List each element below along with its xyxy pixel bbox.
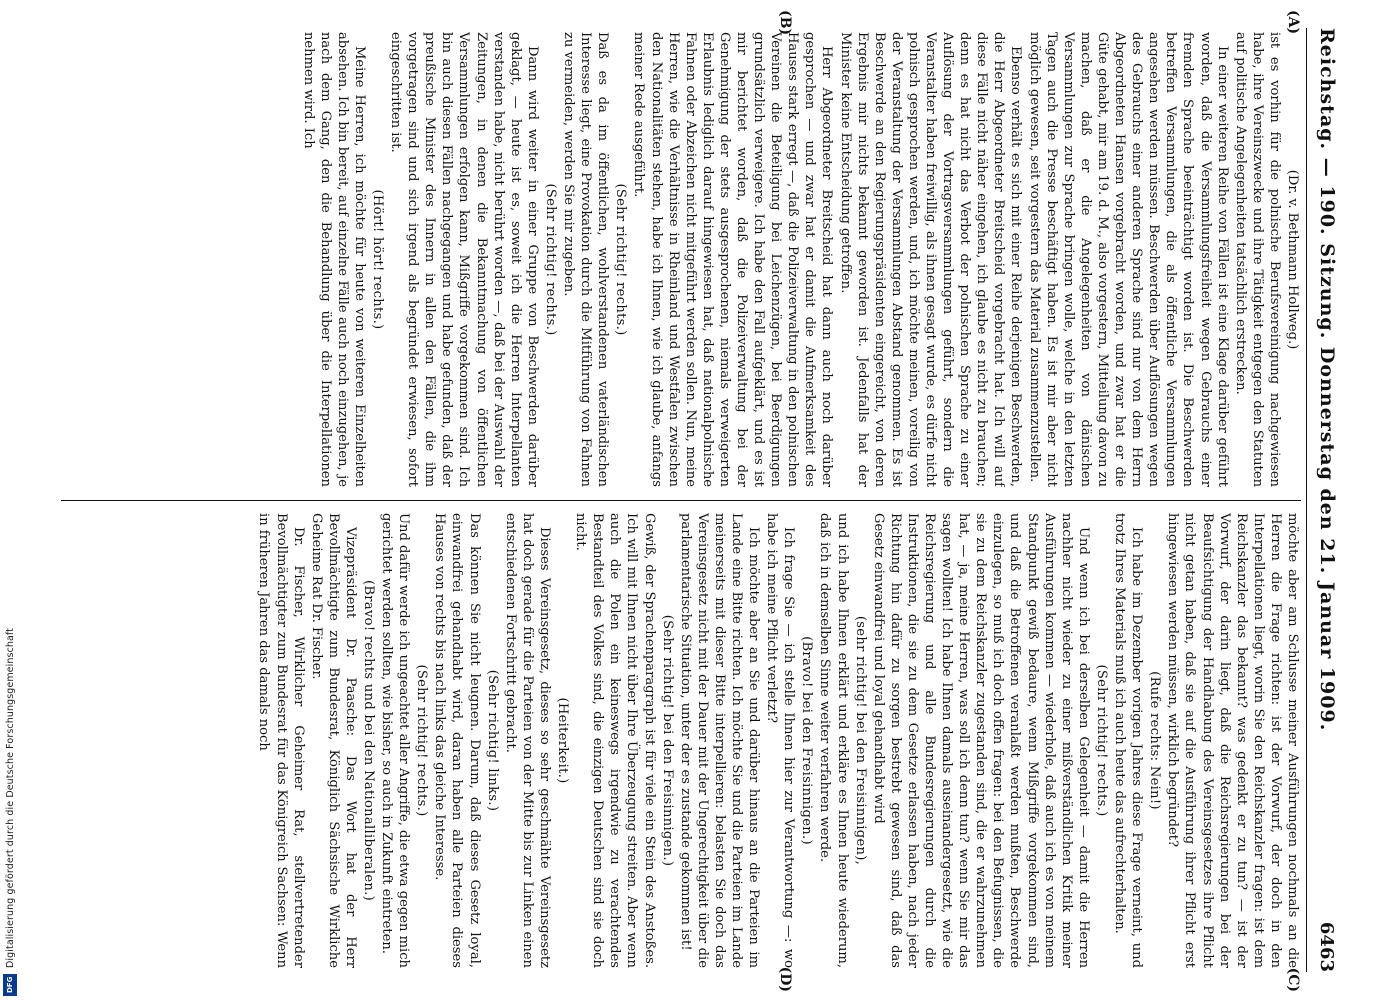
paragraph: Dieses Vereinsgesetz, dieses so sehr geschmähte Vereinsgesetz hat doch gerade für die Parteien von der Mitte bis zur Linken einen entschiedenen Fortschritt gebracht. [502,513,552,968]
dfg-logo: DFG [3,974,17,996]
newspaper-page [53,10,1353,990]
paragraph: Ich möchte aber an Sie und darüber hinaus an die Parteien im Lande eine Bitte richten. Ich möchte Sie und die Parteien im Lande meinerseits mit dieser Bitte interpellieren: belasten Sie doch das Vereinsgesetz nicht mit der Dauer mit der Ungerechtigkeit über die parlamentarische Situation, unter der es zustande gekommen ist! [677,513,761,968]
page-header [1306,28,1347,972]
interjection: (Sehr richtig! bei den Freisinnigen.) [659,614,675,867]
paragraph: Ich habe im Dezember vorigen Jahres diese Frage verneint, und trotz Ihres Materials muß ich auch heute das aufrechterhalten. [1111,513,1144,968]
interjection: (Hört! hört! rechts.) [369,189,385,330]
digitization-credit: Digitalisierung gefördert durch die Deutsche Forschungsgemeinschaft [4,628,16,968]
interjection: (Sehr richtig! rechts.) [612,183,628,336]
margin-marker-b: (B) [776,10,793,36]
paragraph: Ebenso verhält es sich mit einer Reihe derjenigen Beschwerden, die Herr Abgeordneter Breitscheid vorgebracht hat. Ich will auf diese Fälle nicht näher eingehen, ich glaube es nicht zu brauchen; denn es hat nicht das Verbot der polnischen Sprache zu einer Auflösung der Vortragsversammlungen geführt, sondern die Veranstalter haben freiwillig, als ihnen gesagt wurde, es dürfe nicht polnisch gesprochen werden, und, ich möchte meinen, voreilig von der Veranstaltung der Versammlungen Abstand genommen. Es ist Beschwerde an den Regierungspräsidenten eingereicht, von deren Ergebnis mir nichts bekannt geworden ist. Jedenfalls hat der Minister keine Entscheidung getroffen. [837,32,1023,487]
interjection: (Sehr richtig! rechts.) [413,664,429,817]
interjection: (Sehr richtig! rechts.) [542,183,558,336]
paragraph: (Dr. v. Bethmann Hollweg.) [1284,169,1300,350]
interjection: (Heiterkeit.) [554,697,570,784]
paragraph: ist es vorhin für die polnische Berufsvereinigung nachgewiesen habe, ihre Vereinszwecke und ihre Tätigkeit entgegen den Statuten auf politische Angelegenheiten tatsächlich erstrecken. [1232,32,1282,487]
right-text-column [61,513,1301,968]
paragraph: Daß es da im öffentlichen, wohlverstandenen vaterländischen Interesse liegt, eine Provokation durch die Mitführung von Fahnen zu vermeiden, werden Sie mir zugeben. [560,32,610,487]
scan-strip [0,0,20,1000]
interjection: (Bravo! rechts und bei den Nationalliberalen.) [360,579,376,902]
paragraph: Ich frage Sie — ich stelle Ihnen hier zur Verantwortung —: wo habe ich meine Pflicht verletzt? [763,513,796,968]
paragraph: Gewiß, der Sprachenparagraph ist für viele ein Stein des Anstoßes. Ich will mit Ihnen nicht über Ihre Überzeugung streiten. Aber wenn auch die Polen ein keineswegs irgendwie zu verachtendes Bestandteil des Volkes sind, die einzigen Deutschen sind sie doch nicht. [572,513,657,968]
interjection: (sehr richtig! bei den Freisinnigen), [852,615,868,866]
margin-marker-c: (C) [1284,967,1301,992]
paragraph: In einer weiteren Reihe von Fällen ist eine Klage darüber geführt worden, daß die Versammlungsfreiheit wegen Gebrauchs einer fremden Sprache beeinträchtigt worden ist. Die Beschwerden betreffen Versammlungen, die als öffentliche Versammlungen angesehen werden müssen. Beschwerden über Auflösungen wegen des Gebrauchs einer anderen Sprache sind nur von dem Herrn Abgeordneten Hansen vorgebracht worden, und zwar hat er die Güte gehabt, mir am 19. d. M., also vorgestern, Mitteilung davon zu machen, daß er die Angelegenheiten von dänischen Versammlungen zur Sprache bringen wolle, welche in den letzten Tagen auch die Presse beschäftigt haben. Es ist mir aber nicht möglich gewesen, seit vorgestern das Material zusammenzustellen. [1026,32,1230,487]
paragraph: Und dafür werde ich ungeachtet aller Angriffe, die etwa gegen mich gerichtet werden sollten, wie bisher, so auch in Zukunft eintreten. [378,513,411,968]
margin-marker-a: (A) [1284,10,1301,35]
margin-marker-d: (D) [776,966,793,992]
interjection: (Sehr richtig! rechts.) [1093,664,1109,817]
paragraph: Das können Sie nicht leugnen. Darum, daß dieses Gesetz loyal, einwandfrei gehandhabt wird, daran haben alle Parteien dieses Hauses von rechts bis nach links das gleiche Interesse. [431,513,482,968]
paragraph: Vizepräsident Dr. Paasche: Das Wort hat der Herr Bevollmächtigte zum Bundesrat, Königlich Sächsische Wirkliche Geheime Rat Dr. Fischer. [308,513,358,968]
paragraph: Meine Herren, ich möchte für heute von weiteren Einzelheiten absehen. Ich bin bereit, auf einzelne Fälle auch noch einzugehen, je nach dem Gang, den die Behandlung über die Interpellationen nehmen wird. Ich [300,32,367,487]
page-frame [22,0,1383,1000]
page-number: 6463 [1316,921,1337,972]
paragraph: möchte aber am Schlusse meiner Ausführungen nochmals an die Herren die Frage richten: ist der Vorwurf, der doch in den Interpellationen liegt, worin Sie den Reichskanzler fragen: ist dem Reichskanzler das bekannt? was gedenkt er zu tun? — ist der Vorwurf, der darin liegt, daß die Reichsregierungen bei der Beaufsichtigung der Handhabung des Vereinsgesetzes ihre Pflicht nicht getan haben, daß sie auf die Ausführung ihrer Pflicht erst hingewiesen werden müssen, wirklich begründet? [1164,513,1300,968]
column-divider [61,500,1301,501]
paragraph: und ich habe Ihnen erklärt und erkläre es Ihnen heute wiederum, daß ich in demselben Sinne weiter verfahren werde. [816,513,850,968]
interjection: (Rufe rechts: Nein!) [1146,671,1162,810]
paragraph: Dr. Fischer, Wirklicher Geheimer Rat, stellvertretender Bevollmächtigter zum Bundesrat für das Königreich Sachsen: Wenn in früheren Jahren das damals noch [255,513,306,968]
paragraph: Dann wird weiter in einer Gruppe von Beschwerden darüber geklagt, — heute ist es, soweit ich die Herren Interpellanten verstanden habe, nicht berührt worden —, daß bei der Auswahl der Zeitungen, in denen die Bekanntmachung von öffentlichen Versammlungen erfolgen kann, Mißgriffe vorgekommen sind. Ich bin auch diesen Fällen nachgegangen und habe gefunden, daß der preußische Minister des Innern in allen den Fällen, die ihm vorgetragen sind und sich irgend als begründet erwiesen, sofort eingeschritten ist. [387,32,540,487]
page-title: Reichstag. — 190. Sitzung. Donnerstag den 21. Januar 1909. [1315,28,1338,732]
paragraph: Herr Abgeordneter Breitscheid hat dann auch noch darüber gesprochen — und zwar hat er damit die Aufmerksamkeit des Hauses stark erregt —, daß die Polizeiverwaltung in den polnischen Vereinen die Beteiligung bei Leichenzügen, bei Beerdigungen grundsätzlich verweigere. Ich habe den Fall aufgeklärt, und es ist mir berichtet worden, daß die Polizeiverwaltung bei der Genehmigung der stets ausgesprochenen, niemals verweigerten Erlaubnis lediglich darauf hingewiesen hat, daß nationalpolnische Fahnen oder Abzeichen nicht mitgeführt werden sollen. Nun, meine Herren, wie die Verhältnisse in Rheinland und Westfalen zwischen den Nationalitäten stehen, habe ich Ihnen, wie ich glaube, anfangs meiner Rede ausgeführt. [630,32,834,487]
interjection: (Bravo! bei den Freisinnigen.) [798,636,814,845]
interjection: (Sehr richtig! links.) [484,669,500,812]
paragraph: Und wenn ich bei derselben Gelegenheit — damit die Herren nachher nicht wieder zu einer mißverständlichen Kritik meiner Ausführungen kommen — wiederhole, daß auch ich es von meinem Standpunkt gewiß bedaure, wenn Mißgriffe vorgekommen sind, und daß die Betroffenen veranlaßt werden mußten, Beschwerde einzulegen, so muß ich doch offen fragen: bei den Befugnissen, die sie zu dem Reichskanzler zugestanden sind, die er wahrzunehmen hat, — ja, meine Herren, was soll ich denn tun? wenn Sie mir das sagen wollten! Ich habe Ihnen damals auseinandergesetzt, wie die Reichsregierung und alle Bundesregierungen durch die Instruktionen, die sie zu dem Gesetze erlassen haben, nach jeder Richtung hin dafür zu sorgen bestrebt gewesen sind, daß das Gesetz einwandfrei und loyal gehandhabt wird [870,513,1091,968]
left-text-column [61,32,1301,487]
